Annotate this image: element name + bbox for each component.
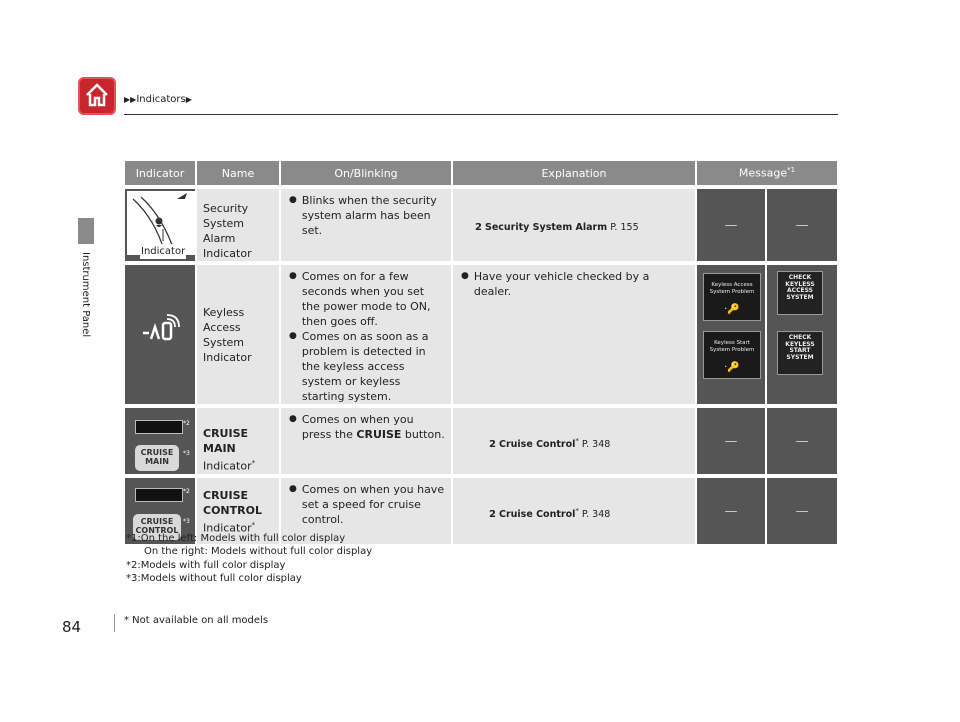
check-keyless-start-screen: CHECK KEYLESS START SYSTEM	[777, 331, 823, 375]
list-item: ● Comes on when you have set a speed for cruise control.	[289, 483, 445, 526]
availability-note: * Not available on all models	[124, 615, 269, 626]
table-row	[125, 408, 837, 474]
security-indicator-image	[125, 189, 197, 261]
message-full-color: —	[697, 478, 767, 544]
keyless-icon: ·🔑	[724, 304, 740, 315]
cruise-main-badge: CRUISE MAIN	[135, 445, 179, 471]
cruise-control-badge: CRUISE CONTROL	[133, 514, 181, 540]
cruise-main-indicator-image	[125, 408, 197, 474]
message-note: *1	[787, 166, 796, 175]
name-security-alarm: Security System Alarm Indicator	[197, 189, 281, 261]
cruise-control-strip	[135, 488, 183, 502]
list-item: ● Blinks when the security system alarm has been set.	[289, 194, 437, 237]
message-no-full-color: —	[767, 408, 837, 474]
indicator-table	[125, 157, 837, 548]
header-name: Name	[197, 161, 281, 185]
note-3: *3	[183, 450, 190, 457]
header-indicator: Indicator	[125, 161, 197, 185]
ref-link[interactable]: 2 Security System Alarm P. 155	[475, 221, 639, 233]
section-label: Instrument Panel	[80, 252, 91, 338]
breadcrumb-arrows: ▶▶	[124, 95, 137, 104]
footnote-1b: On the right: Models without full color display	[144, 546, 373, 557]
list-item: ● Comes on for a few seconds when you set the power mode to ON, then goes off.	[289, 270, 431, 328]
keyless-access-icon	[125, 265, 197, 391]
keyless-indicator-image	[125, 265, 197, 404]
keyless-icon: ·🔑	[724, 362, 740, 373]
footnote-3: *3:Models without full color display	[126, 573, 302, 584]
page-number: 84	[62, 618, 82, 636]
table-row	[125, 189, 837, 261]
header-divider	[124, 114, 838, 115]
note-2: *2	[183, 420, 190, 427]
note-3: *3	[183, 518, 190, 525]
name-cruise-main: CRUISE MAIN Indicator*	[197, 408, 281, 474]
message-full-color	[697, 265, 767, 404]
breadcrumb-tail: ▶	[185, 95, 192, 104]
home-icon	[84, 82, 110, 108]
message-no-full-color: —	[767, 478, 837, 544]
keyless-start-screen: Keyless Start System Problem ·🔑	[703, 331, 761, 379]
header-explanation: Explanation	[453, 161, 697, 185]
name-keyless-access: Keyless Access System Indicator	[197, 265, 281, 404]
home-button[interactable]	[78, 77, 116, 115]
note-2: *2	[183, 488, 190, 495]
message-no-full-color	[767, 265, 837, 404]
table-header-row	[125, 161, 837, 185]
table-row	[125, 265, 837, 404]
list-item: ● Comes on as soon as a problem is detected in the keyless access system or keyless starting system.	[289, 330, 429, 403]
keyless-access-screen: Keyless Access System Problem ·🔑	[703, 273, 761, 321]
ref-link[interactable]: 2 Cruise Control* P. 348	[489, 436, 611, 451]
footnote-1: *1:On the left: Models with full color display	[126, 533, 346, 544]
name-cruise-control: CRUISE CONTROL Indicator*	[197, 478, 281, 544]
message-full-color: —	[697, 189, 767, 261]
header-on-blinking: On/Blinking	[281, 161, 453, 185]
message-full-color: —	[697, 408, 767, 474]
footnote-2: *2:Models with full color display	[126, 560, 286, 571]
list-item: ● Comes on when you press the CRUISE button.	[289, 413, 445, 441]
ref-link[interactable]: 2 Cruise Control* P. 348	[489, 506, 611, 521]
indicator-label: Indicator	[141, 246, 186, 257]
section-tab-marker	[78, 218, 94, 244]
header-message: Message$^{*1}$	[697, 161, 837, 185]
list-item: ● Have your vehicle checked by a dealer.	[461, 270, 650, 298]
breadcrumb[interactable]	[124, 94, 192, 105]
cruise-main-strip	[135, 420, 183, 434]
breadcrumb-label[interactable]: Indicators	[136, 94, 186, 105]
check-keyless-access-screen: CHECK KEYLESS ACCESS SYSTEM	[777, 271, 823, 315]
footer-divider	[114, 614, 115, 632]
message-no-full-color: —	[767, 189, 837, 261]
